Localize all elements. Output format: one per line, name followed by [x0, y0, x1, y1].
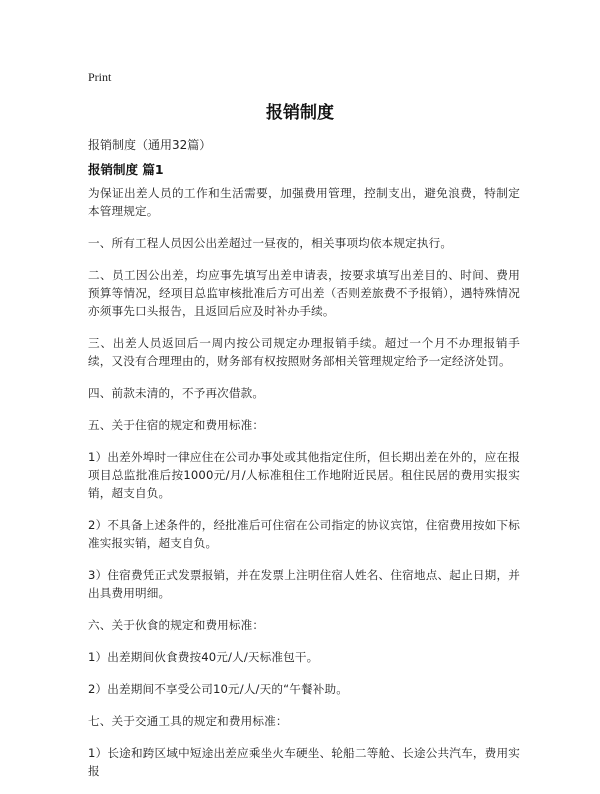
paragraph: 2）出差期间不享受公司10元/人/天的“午餐补助。	[88, 682, 348, 696]
paragraph: 三、出差人员返回后一周内按公司规定办理报销手续。超过一个月不办理报销手续，又没有合理理由的，财务部有权按照财务部相关管理规定给予一定经济处罚。	[88, 336, 520, 368]
paragraph: 五、关于住宿的规定和费用标准：	[88, 418, 265, 432]
print-link[interactable]: Print	[88, 70, 112, 84]
document-title: 报销制度	[266, 103, 334, 123]
paragraph: 2）不具备上述条件的，经批准后可住宿在公司指定的协议宾馆，住宿费用按如下标准实报实销，超支自负。	[88, 518, 520, 550]
paragraph: 为保证出差人员的工作和生活需要，加强费用管理，控制支出，避免浪费，特制定本管理规定。	[88, 186, 520, 218]
paragraph: 1）长途和跨区域中短途出差应乘坐火车硬坐、轮船二等舱、长途公共汽车，费用实报	[88, 746, 520, 778]
paragraph: 七、关于交通工具的规定和费用标准：	[88, 714, 288, 728]
paragraph: 二、员工因公出差，均应事先填写出差申请表，按要求填写出差目的、时间、费用预算等情况，经项目总监审核批准后方可出差（否则差旅费不予报销），遇特殊情况亦须事先口头报告，且返回后应及时补办手续。	[88, 268, 520, 318]
paragraph: 1）出差外埠时一律应住在公司办事处或其他指定住所，但长期出差在外的，应在报项目总监批准后按1000元/月/人标准租住工作地附近民居。租住民居的费用实报实销，超支自负。	[88, 450, 520, 500]
paragraph: 1）出差期间伙食费按40元/人/天标准包干。	[88, 650, 319, 664]
paragraph: 一、所有工程人员因公出差超过一昼夜的，相关事项均依本规定执行。	[88, 236, 453, 250]
document-subtitle: 报销制度（通用32篇）	[88, 138, 212, 152]
section-heading: 报销制度 篇1	[88, 162, 164, 177]
paragraph: 四、前款未清的，不予再次借款。	[88, 386, 265, 400]
document-body	[88, 184, 520, 794]
paragraph: 六、关于伙食的规定和费用标准：	[88, 618, 265, 632]
paragraph: 3）住宿费凭正式发票报销，并在发票上注明住宿人姓名、住宿地点、起止日期，并出具费用明细。	[88, 568, 520, 600]
